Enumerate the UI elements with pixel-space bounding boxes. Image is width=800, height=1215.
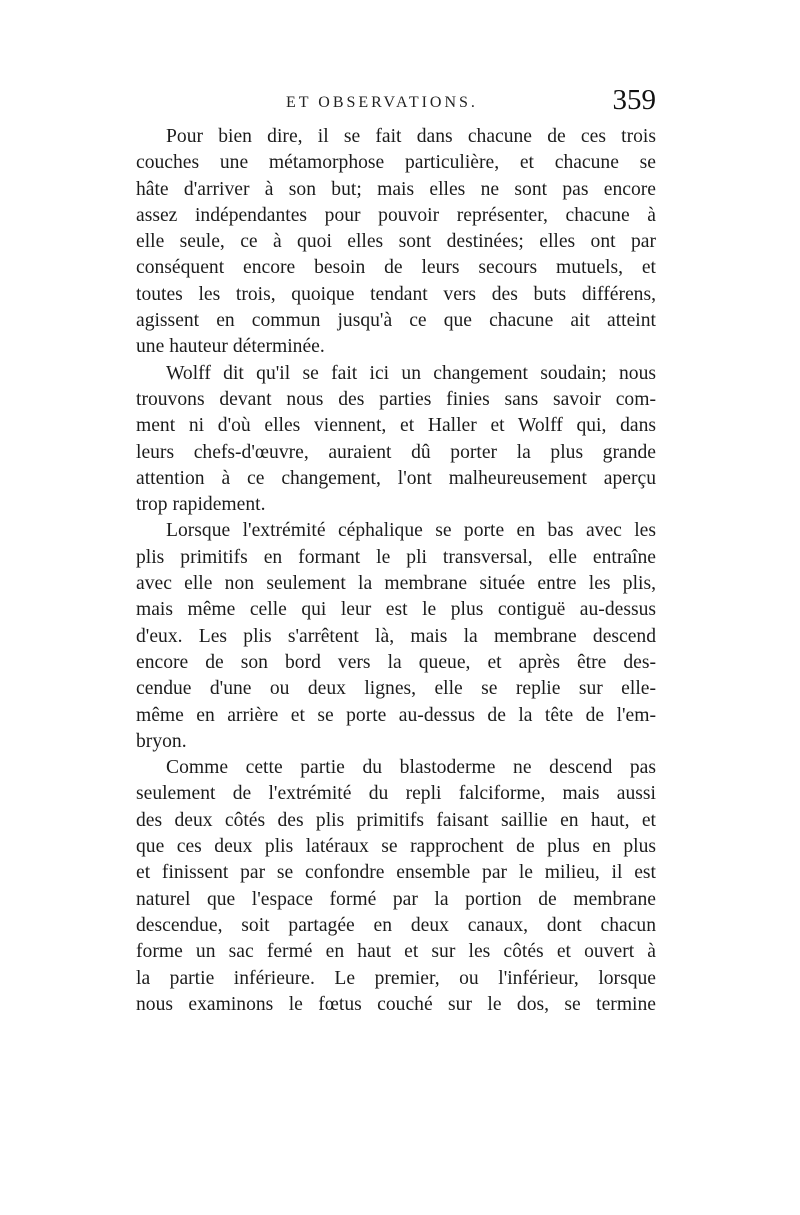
text-line: plis primitifs en formant le pli transversal, elle entraîne: [136, 546, 656, 568]
text-line: même en arrière et se porte au-dessus de la tête de l'em-: [136, 704, 656, 726]
text-line: Pour bien dire, il se fait dans chacune de ces trois: [166, 126, 656, 147]
text-line: toutes les trois, quoique tendant vers des buts différens,: [136, 283, 656, 305]
text-line: forme un sac fermé en haut et sur les côtés et ouvert à: [136, 941, 656, 963]
text-line: leurs chefs-d'œuvre, auraient dû porter la plus grande: [136, 441, 656, 463]
body-text: [136, 124, 656, 1018]
page-header: [136, 84, 656, 124]
text-line: des deux côtés des plis primitifs faisant saillie en haut, et: [136, 809, 656, 831]
text-line: mais même celle qui leur est le plus contiguë au-dessus: [136, 599, 656, 621]
text-line: cendue d'une ou deux lignes, elle se replie sur elle-: [136, 678, 656, 700]
text-line: agissent en commun jusqu'à ce que chacune ait atteint: [136, 310, 656, 332]
text-line: Comme cette partie du blastoderme ne descend pas: [166, 757, 656, 779]
text-line: elle seule, ce à quoi elles sont destinées; elles ont par: [136, 231, 656, 253]
text-line: avec elle non seulement la membrane située entre les plis,: [136, 573, 656, 595]
text-line: bryon.: [136, 730, 187, 752]
text-line: couches une métamorphose particulière, et chacune se: [136, 152, 656, 174]
text-line: hâte d'arriver à son but; mais elles ne sont pas encore: [136, 178, 656, 200]
text-line: trop rapidement.: [136, 494, 266, 516]
text-line: trouvons devant nous des parties finies sans savoir com-: [136, 388, 656, 410]
text-line: ment ni d'où elles viennent, et Haller et Wolff qui, dans: [136, 415, 656, 437]
text-line: et finissent par se confondre ensemble par le milieu, il est: [136, 862, 656, 884]
text-line: seulement de l'extrémité du repli falciforme, mais aussi: [136, 783, 656, 805]
text-line: attention à ce changement, l'ont malheureusement aperçu: [136, 467, 656, 489]
text-line: une hauteur déterminée.: [136, 336, 325, 358]
text-line: naturel que l'espace formé par la portion de membrane: [136, 888, 656, 910]
text-line: assez indépendantes pour pouvoir représenter, chacune à: [136, 204, 656, 226]
text-line: Wolff dit qu'il se fait ici un changement soudain; nous: [166, 362, 656, 384]
text-line: Lorsque l'extrémité céphalique se porte en bas avec les: [166, 520, 656, 542]
text-line: d'eux. Les plis s'arrêtent là, mais la membrane descend: [136, 625, 656, 647]
text-line: descendue, soit partagée en deux canaux, dont chacun: [136, 914, 656, 936]
running-head: ET OBSERVATIONS.: [286, 94, 478, 111]
text-line: encore de son bord vers la queue, et après être des-: [136, 651, 656, 673]
text-line: nous examinons le fœtus couché sur le dos, se termine: [136, 993, 656, 1015]
page-number: 359: [612, 84, 656, 116]
text-line: la partie inférieure. Le premier, ou l'inférieur, lorsque: [136, 967, 656, 989]
text-line: conséquent encore besoin de leurs secours mutuels, et: [136, 257, 656, 279]
text-line: que ces deux plis latéraux se rapprochent de plus en plus: [136, 836, 656, 858]
